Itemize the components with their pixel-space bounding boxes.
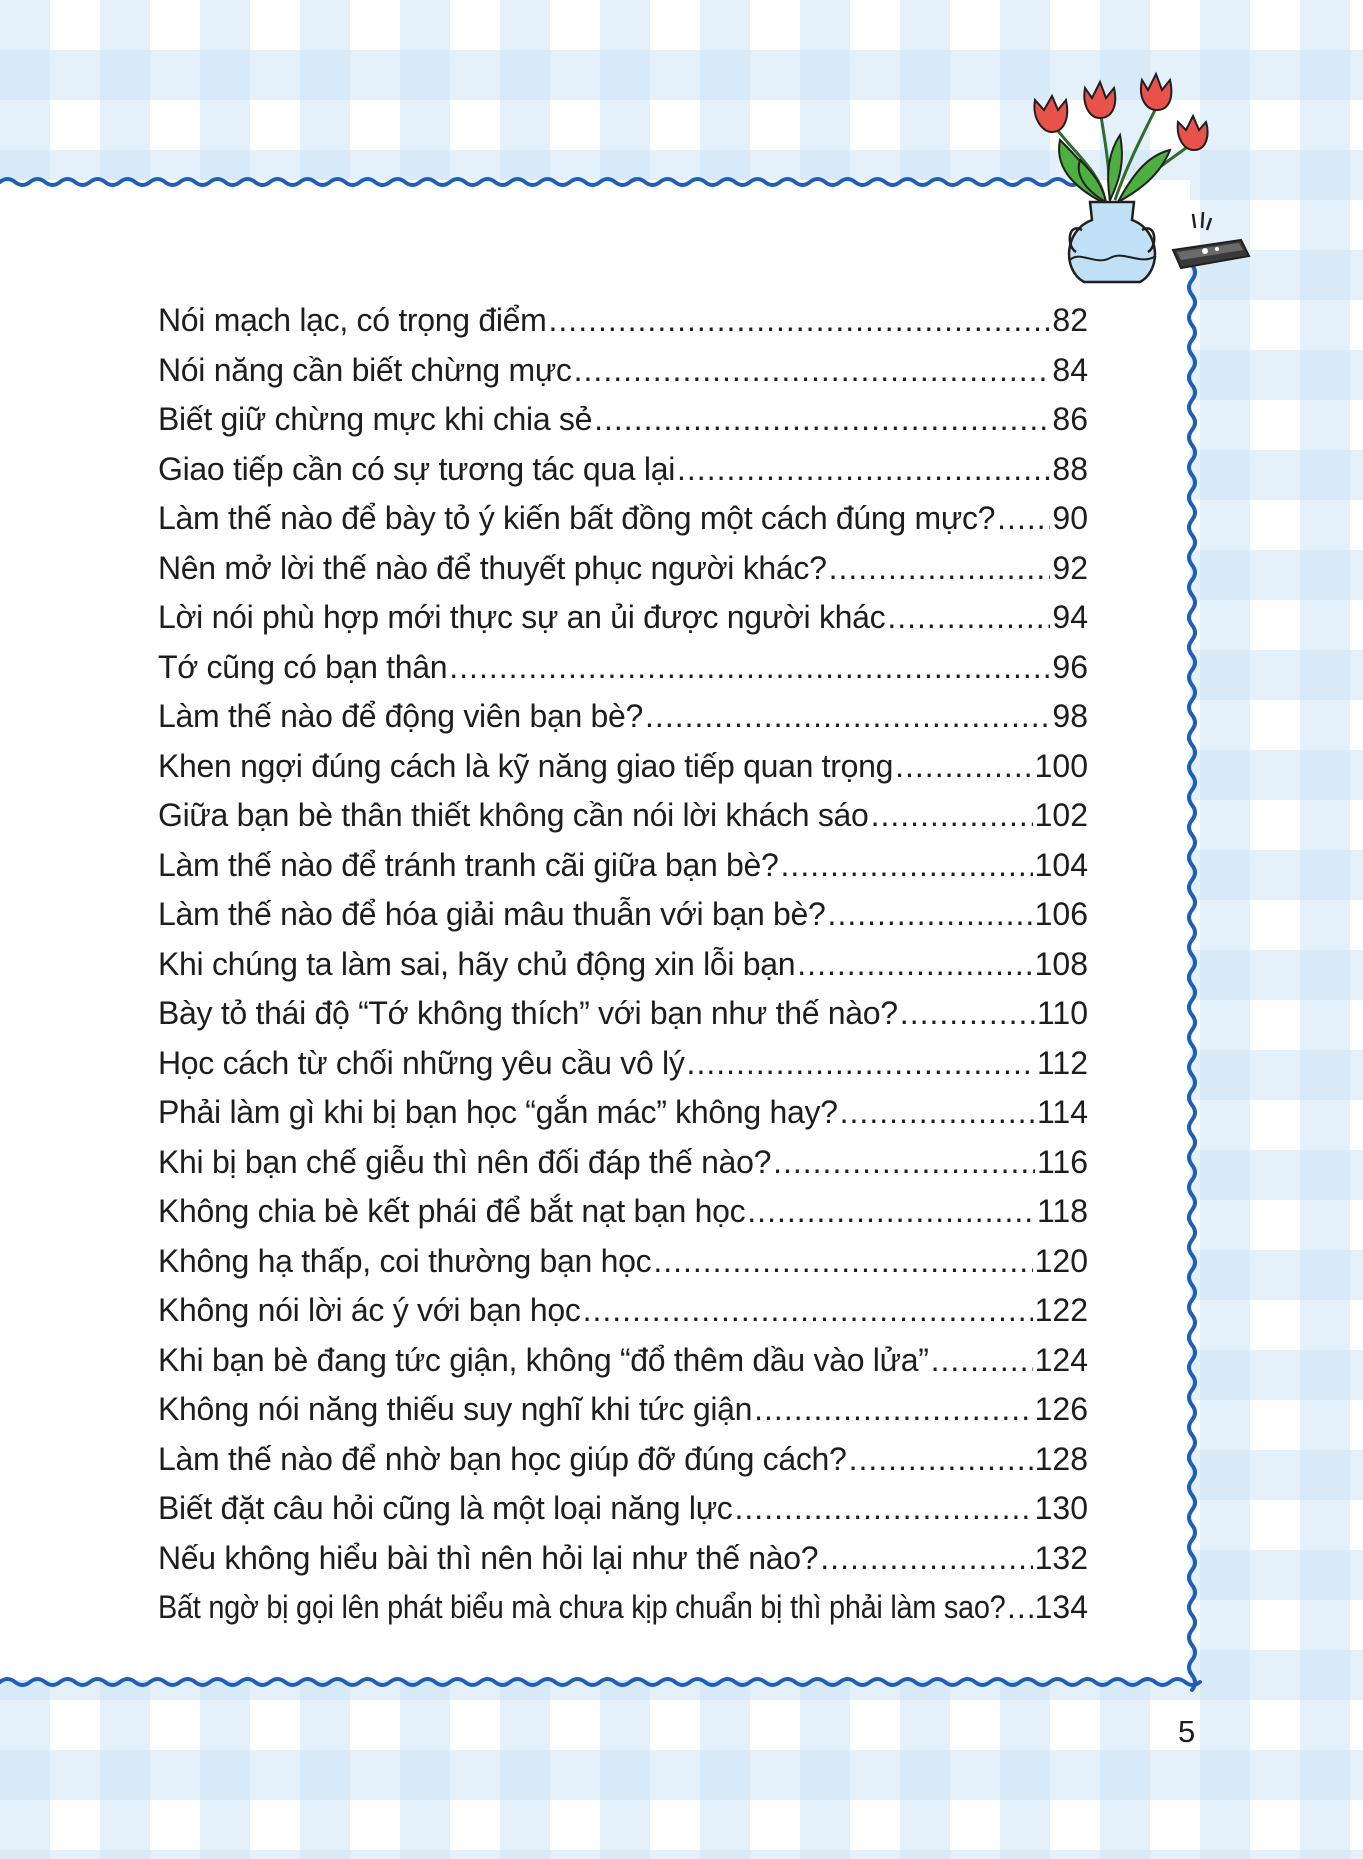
toc-entry: [158, 995, 1088, 1045]
toc-entry-title: Làm thế nào để hóa giải mâu thuẫn với bạn bè?: [158, 896, 826, 932]
toc-entry-page: 116: [1036, 1143, 1088, 1180]
toc-entry-page: 118: [1036, 1193, 1088, 1229]
toc-entry: [158, 302, 1088, 352]
toc-entry-title: Nói năng cần biết chừng mực: [158, 351, 572, 388]
toc-entry-page: 82: [1052, 302, 1088, 338]
toc-entry-page: 130: [1034, 1490, 1088, 1526]
phone-icon: [1165, 210, 1255, 280]
toc-dot-leader: [828, 896, 1033, 933]
toc-dot-leader: [754, 1391, 1032, 1428]
toc-entry: [158, 1243, 1088, 1293]
toc-entry-title: Biết giữ chừng mực khi chia sẻ: [158, 401, 593, 437]
toc-dot-leader: [840, 1094, 1035, 1131]
table-of-contents: [158, 302, 1088, 1639]
toc-entry-title: Nói mạch lạc, có trọng điểm: [158, 302, 547, 338]
toc-dot-leader: [1007, 1589, 1033, 1626]
toc-dot-leader: [653, 1243, 1032, 1280]
toc-entry: [158, 1342, 1088, 1392]
toc-dot-leader: [871, 797, 1033, 834]
toc-entry-page: 94: [1052, 599, 1088, 635]
toc-entry-title: Nếu không hiểu bài thì nên hỏi lại như thế nào?: [158, 1539, 819, 1576]
toc-entry: [158, 451, 1088, 501]
toc-entry-title: Giữa bạn bè thân thiết không cần nói lời khách sáo: [158, 797, 869, 833]
toc-entry-title: Phải làm gì khi bị bạn học “gắn mác” không hay?: [158, 1094, 838, 1130]
toc-dot-leader: [449, 649, 1050, 686]
toc-entry-page: 122: [1034, 1292, 1088, 1328]
toc-entry: [158, 649, 1088, 699]
toc-entry: [158, 1391, 1088, 1441]
toc-entry-title: Bày tỏ thái độ “Tớ không thích” với bạn như thế nào?: [158, 995, 898, 1031]
toc-entry: [158, 1144, 1088, 1194]
toc-entry: [158, 1540, 1088, 1590]
toc-dot-leader: [895, 748, 1032, 785]
toc-entry: [158, 748, 1088, 798]
toc-entry-page: 108: [1034, 945, 1088, 982]
toc-entry-page: 114: [1036, 1094, 1088, 1130]
toc-entry-title: Làm thế nào để tránh tranh cãi giữa bạn bè?: [158, 846, 779, 883]
toc-entry-page: 102: [1034, 797, 1088, 833]
toc-entry: [158, 847, 1088, 897]
toc-entry-page: 110: [1036, 995, 1088, 1031]
toc-entry-page: 120: [1034, 1242, 1088, 1279]
toc-entry: [158, 698, 1088, 748]
toc-dot-leader: [997, 500, 1050, 537]
toc-entry-page: 90: [1052, 500, 1088, 536]
toc-entry-title: Biết đặt câu hỏi cũng là một loại năng lực: [158, 1490, 733, 1526]
toc-entry-page: 126: [1034, 1391, 1088, 1427]
toc-entry-title: Không chia bè kết phái để bắt nạt bạn học: [158, 1193, 746, 1229]
toc-entry-title: Khi bị bạn chế giễu thì nên đối đáp thế nào?: [158, 1143, 772, 1180]
toc-entry: [158, 1490, 1088, 1540]
toc-entry-title: Không hạ thấp, coi thường bạn học: [158, 1242, 652, 1279]
toc-entry: [158, 1045, 1088, 1095]
toc-entry-title: Không nói lời ác ý với bạn học: [158, 1292, 581, 1328]
toc-entry-page: 112: [1036, 1044, 1088, 1081]
toc-dot-leader: [645, 698, 1050, 735]
toc-entry: [158, 550, 1088, 600]
toc-entry-title: Lời nói phù hợp mới thực sự an ủi được người khác: [158, 599, 886, 635]
toc-entry-page: 132: [1034, 1539, 1088, 1576]
toc-dot-leader: [687, 1045, 1035, 1082]
toc-dot-leader: [747, 1193, 1035, 1230]
toc-entry-page: 96: [1052, 648, 1088, 685]
toc-entry: [158, 500, 1088, 550]
toc-entry: [158, 896, 1088, 946]
toc-entry-page: 134: [1034, 1589, 1088, 1625]
toc-entry-title: Nên mở lời thế nào để thuyết phục người khác?: [158, 549, 827, 586]
toc-entry-title: Khen ngợi đúng cách là kỹ năng giao tiếp quan trọng: [158, 747, 894, 784]
toc-dot-leader: [887, 599, 1050, 636]
toc-dot-leader: [820, 1540, 1032, 1577]
toc-entry-page: 92: [1052, 549, 1088, 586]
toc-dot-leader: [931, 1342, 1033, 1379]
toc-dot-leader: [900, 995, 1035, 1032]
toc-dot-leader: [574, 352, 1051, 389]
toc-entry-title: Làm thế nào để động viên bạn bè?: [158, 698, 644, 734]
toc-dot-leader: [781, 847, 1033, 884]
toc-entry-page: 98: [1052, 698, 1088, 734]
toc-dot-leader: [735, 1490, 1033, 1527]
toc-entry-page: 86: [1052, 401, 1088, 437]
toc-entry-page: 104: [1034, 846, 1088, 883]
toc-dot-leader: [594, 401, 1050, 438]
toc-dot-leader: [549, 302, 1051, 339]
toc-dot-leader: [583, 1292, 1033, 1329]
toc-entry-page: 124: [1034, 1341, 1088, 1378]
toc-entry-title: Bất ngờ bị gọi lên phát biểu mà chưa kịp chuẩn bị thì phải làm sao?: [158, 1589, 1006, 1625]
toc-entry: [158, 946, 1088, 996]
toc-entry-title: Tớ cũng có bạn thân: [158, 648, 448, 685]
toc-entry: [158, 1441, 1088, 1491]
toc-entry: [158, 1292, 1088, 1342]
toc-entry-title: Làm thế nào để nhờ bạn học giúp đỡ đúng cách?: [158, 1440, 847, 1477]
toc-entry-page: 84: [1052, 351, 1088, 388]
toc-entry-title: Khi bạn bè đang tức giận, không “đổ thêm dầu vào lửa”: [158, 1341, 929, 1378]
toc-dot-leader: [849, 1441, 1033, 1478]
toc-entry: [158, 1094, 1088, 1144]
toc-entry-title: Giao tiếp cần có sự tương tác qua lại: [158, 450, 676, 487]
toc-dot-leader: [829, 550, 1051, 587]
toc-entry-page: 106: [1034, 896, 1088, 932]
toc-dot-leader: [773, 1144, 1035, 1181]
toc-entry: [158, 401, 1088, 451]
toc-dot-leader: [797, 946, 1032, 983]
toc-entry-title: Không nói năng thiếu suy nghĩ khi tức giận: [158, 1391, 753, 1427]
toc-entry-page: 100: [1034, 747, 1088, 784]
toc-entry-page: 128: [1034, 1440, 1088, 1477]
toc-entry-page: 88: [1052, 450, 1088, 487]
toc-entry: [158, 599, 1088, 649]
toc-entry-title: Khi chúng ta làm sai, hãy chủ động xin lỗi bạn: [158, 945, 796, 982]
toc-dot-leader: [677, 451, 1050, 488]
toc-entry: [158, 352, 1088, 402]
toc-entry: [158, 797, 1088, 847]
toc-entry: [158, 1193, 1088, 1243]
toc-entry-title: Làm thế nào để bày tỏ ý kiến bất đồng một cách đúng mực?: [158, 500, 996, 536]
page-number: 5: [1178, 1714, 1196, 1749]
toc-entry: [158, 1589, 1088, 1639]
toc-entry-title: Học cách từ chối những yêu cầu vô lý: [158, 1044, 685, 1081]
